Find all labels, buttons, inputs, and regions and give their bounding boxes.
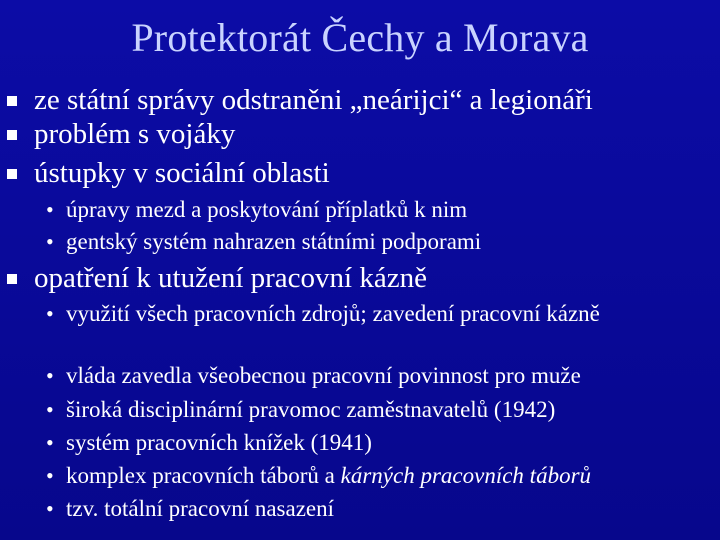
square-bullet-icon	[7, 130, 17, 140]
sub-bullet-item	[46, 228, 482, 255]
sub-bullet-text: úpravy mezd a poskytování příplatků k nim	[66, 197, 468, 222]
sub-bullet-text: využití všech pracovních zdrojů; zavedení pracovní kázně	[66, 301, 600, 326]
bullet-text: problém s vojáky	[34, 118, 236, 150]
sub-bullet-item	[46, 362, 581, 389]
sub-bullet-item	[46, 396, 556, 423]
sub-bullet-text: systém pracovních knížek (1941)	[66, 430, 372, 455]
dot-bullet-icon: •	[46, 197, 54, 222]
sub-bullet-text: vláda zavedla všeobecnou pracovní povinnost pro muže	[66, 363, 581, 388]
sub-bullet-item	[46, 301, 686, 326]
square-bullet-icon	[7, 96, 17, 106]
slide-title: Protektorát Čechy a Morava	[131, 15, 589, 60]
sub-bullet-text: tzv. totální pracovní nasazení	[66, 496, 335, 521]
dot-bullet-icon: •	[46, 397, 54, 422]
dot-bullet-icon: •	[46, 363, 54, 388]
sub-bullet-text-italic: kárných pracovních táborů	[340, 463, 592, 488]
dot-bullet-icon: •	[46, 229, 54, 254]
square-bullet-icon	[7, 169, 17, 179]
bullet-text: opatření k utužení pracovní kázně	[34, 262, 427, 294]
bullet-text: ze státní správy odstraněni „neárijci“ a legionáři	[34, 84, 593, 116]
sub-bullet-item	[46, 429, 372, 456]
bullet-item	[34, 83, 593, 117]
sub-bullet-text: gentský systém nahrazen státními podporami	[66, 229, 482, 254]
sub-bullet-item	[46, 462, 592, 489]
sub-bullet-text-prefix: komplex pracovních táborů a	[66, 463, 341, 488]
sub-bullet-text: široká disciplinární pravomoc zaměstnavatelů (1942)	[66, 397, 556, 422]
dot-bullet-icon: •	[46, 496, 54, 521]
sub-bullet-item	[46, 196, 468, 223]
square-bullet-icon	[7, 274, 17, 284]
dot-bullet-icon: •	[46, 430, 54, 455]
sub-bullet-item	[46, 495, 335, 522]
bullet-item	[34, 117, 235, 151]
dot-bullet-icon: •	[46, 301, 54, 326]
bullet-item	[34, 156, 330, 190]
dot-bullet-icon: •	[46, 463, 54, 488]
bullet-item	[34, 261, 427, 295]
bullet-text: ústupky v sociální oblasti	[34, 157, 330, 189]
